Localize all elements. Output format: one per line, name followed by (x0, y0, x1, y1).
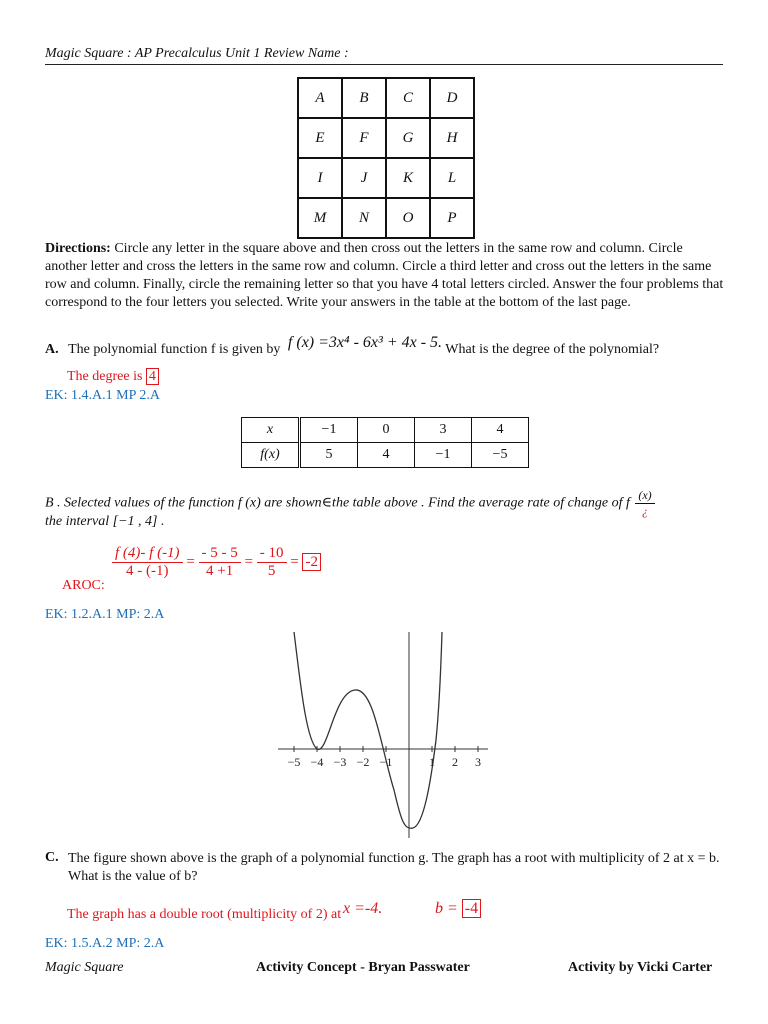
aroc-step1-den: 4 - (-1) (112, 562, 183, 580)
footer-left: Magic Square (45, 960, 124, 975)
table-header-cell: f(x) (242, 443, 300, 468)
table-cell: 5 (300, 443, 358, 468)
problem-a-answer-text: The degree is (67, 369, 143, 384)
problem-b-ek: EK: 1.2.A.1 MP: 2.A (45, 607, 165, 622)
magic-cell[interactable]: N (342, 198, 386, 238)
problem-c-answer-text: The graph has a double root (multiplicity of 2) at (67, 907, 342, 922)
tick-label: 2 (452, 755, 458, 769)
magic-cell[interactable]: P (430, 198, 474, 238)
tick-label: −1 (379, 755, 393, 769)
magic-cell[interactable]: M (298, 198, 342, 238)
aroc-work: $\frac{f (4)- f (-1)}{4 - (-1)}$ = $\frac{- 5 - 5}{4 +1}$ = $\frac{- 10}{5}$ = -2 (112, 545, 321, 580)
magic-cell[interactable]: E (298, 118, 342, 158)
problem-a-question: What is the degree of the polynomial? (445, 342, 660, 357)
tick-label: 1 (429, 755, 435, 769)
problem-a-text: The polynomial function f is given by (68, 342, 281, 357)
magic-cell[interactable]: J (342, 158, 386, 198)
aroc-step3-num: - 10 (259, 545, 284, 561)
tick-label: −4 (310, 755, 324, 769)
problem-a-label: A. (45, 342, 59, 357)
magic-cell[interactable]: D (430, 78, 474, 118)
magic-cell[interactable]: C (386, 78, 430, 118)
page-header: Magic Square : AP Precalculus Unit 1 Review Name : (45, 46, 723, 65)
magic-cell[interactable]: I (298, 158, 342, 198)
table-cell: −1 (300, 418, 358, 443)
problem-a-answer-value: 4 (146, 368, 159, 385)
problem-a (45, 334, 735, 358)
table-cell: 0 (358, 418, 415, 443)
directions-label: Directions: (45, 241, 111, 256)
polynomial-graph (276, 630, 490, 840)
table-cell: −5 (472, 443, 529, 468)
tick-label: −5 (287, 755, 301, 769)
tick-label: −3 (333, 755, 347, 769)
footer-right: Activity by Vicki Carter (568, 960, 713, 975)
fraction-bottom: ¿ (642, 504, 649, 518)
aroc-answer: -2 (302, 553, 321, 571)
curve-g (294, 632, 442, 828)
problem-a-answer (67, 369, 159, 385)
aroc-step2-num: - 5 - 5 (201, 545, 238, 561)
magic-cell[interactable]: G (386, 118, 430, 158)
problem-b-line2: the interval [−1 , 4] . (45, 514, 165, 529)
aroc-step3-den: 5 (257, 562, 287, 580)
magic-cell[interactable]: A (298, 78, 342, 118)
aroc-step1 (112, 545, 183, 580)
b-label: b = (435, 900, 458, 917)
problem-b-text: B . Selected values of the function f (x) are shown∈the table above . Find the average rate of change of f (45, 495, 630, 511)
directions (45, 240, 725, 312)
magic-cell[interactable]: L (430, 158, 474, 198)
magic-square (297, 77, 475, 239)
table-cell: 3 (415, 418, 472, 443)
magic-cell[interactable]: F (342, 118, 386, 158)
problem-c-label: C. (45, 850, 59, 865)
values-table (241, 417, 529, 468)
problem-c-ek: EK: 1.5.A.2 MP: 2.A (45, 936, 165, 951)
magic-cell[interactable]: B (342, 78, 386, 118)
table-cell: 4 (358, 443, 415, 468)
problem-a-equation: f (x) =3x⁴ - 6x³ + 4x - 5. (287, 334, 443, 351)
magic-cell[interactable]: K (386, 158, 430, 198)
table-cell: −1 (415, 443, 472, 468)
problem-a-ek: EK: 1.4.A.1 MP 2.A (45, 388, 160, 403)
aroc-step2-den: 4 +1 (199, 562, 241, 580)
aroc-step1-num: f (4)- f (-1) (115, 545, 180, 561)
problem-c-text: The figure shown above is the graph of a polynomial function g. The graph has a root with multiplicity of 2 at x = b. What is the value of b? (68, 851, 720, 884)
problem-b-fraction (635, 488, 654, 519)
table-header-cell: x (242, 418, 300, 443)
directions-text: Circle any letter in the square above and then cross out the letters in the same row and column. Circle another letter and cross the letters in the same row and column. Circle a third letter and cross out the letters in the same row and column. Finally, circle the remaining letter so that you have 4 total letters circled. Answer the four problems that correspond to the four letters you selected. Write your answers in the table at the bottom of the last page. (45, 241, 724, 310)
b-value: -4 (462, 899, 481, 918)
problem-c-answer-eq: x =-4. (343, 900, 383, 917)
table-cell: 4 (472, 418, 529, 443)
aroc-step2 (199, 545, 241, 580)
fraction-top: (x) (635, 488, 654, 504)
tick-label: 3 (475, 755, 481, 769)
magic-cell[interactable]: H (430, 118, 474, 158)
tick-label: −2 (356, 755, 370, 769)
magic-cell[interactable]: O (386, 198, 430, 238)
aroc-label: AROC: (62, 578, 105, 593)
problem-c-b-answer (435, 900, 481, 918)
aroc-step3 (257, 545, 287, 580)
footer-center: Activity Concept - Bryan Passwater (256, 960, 470, 975)
